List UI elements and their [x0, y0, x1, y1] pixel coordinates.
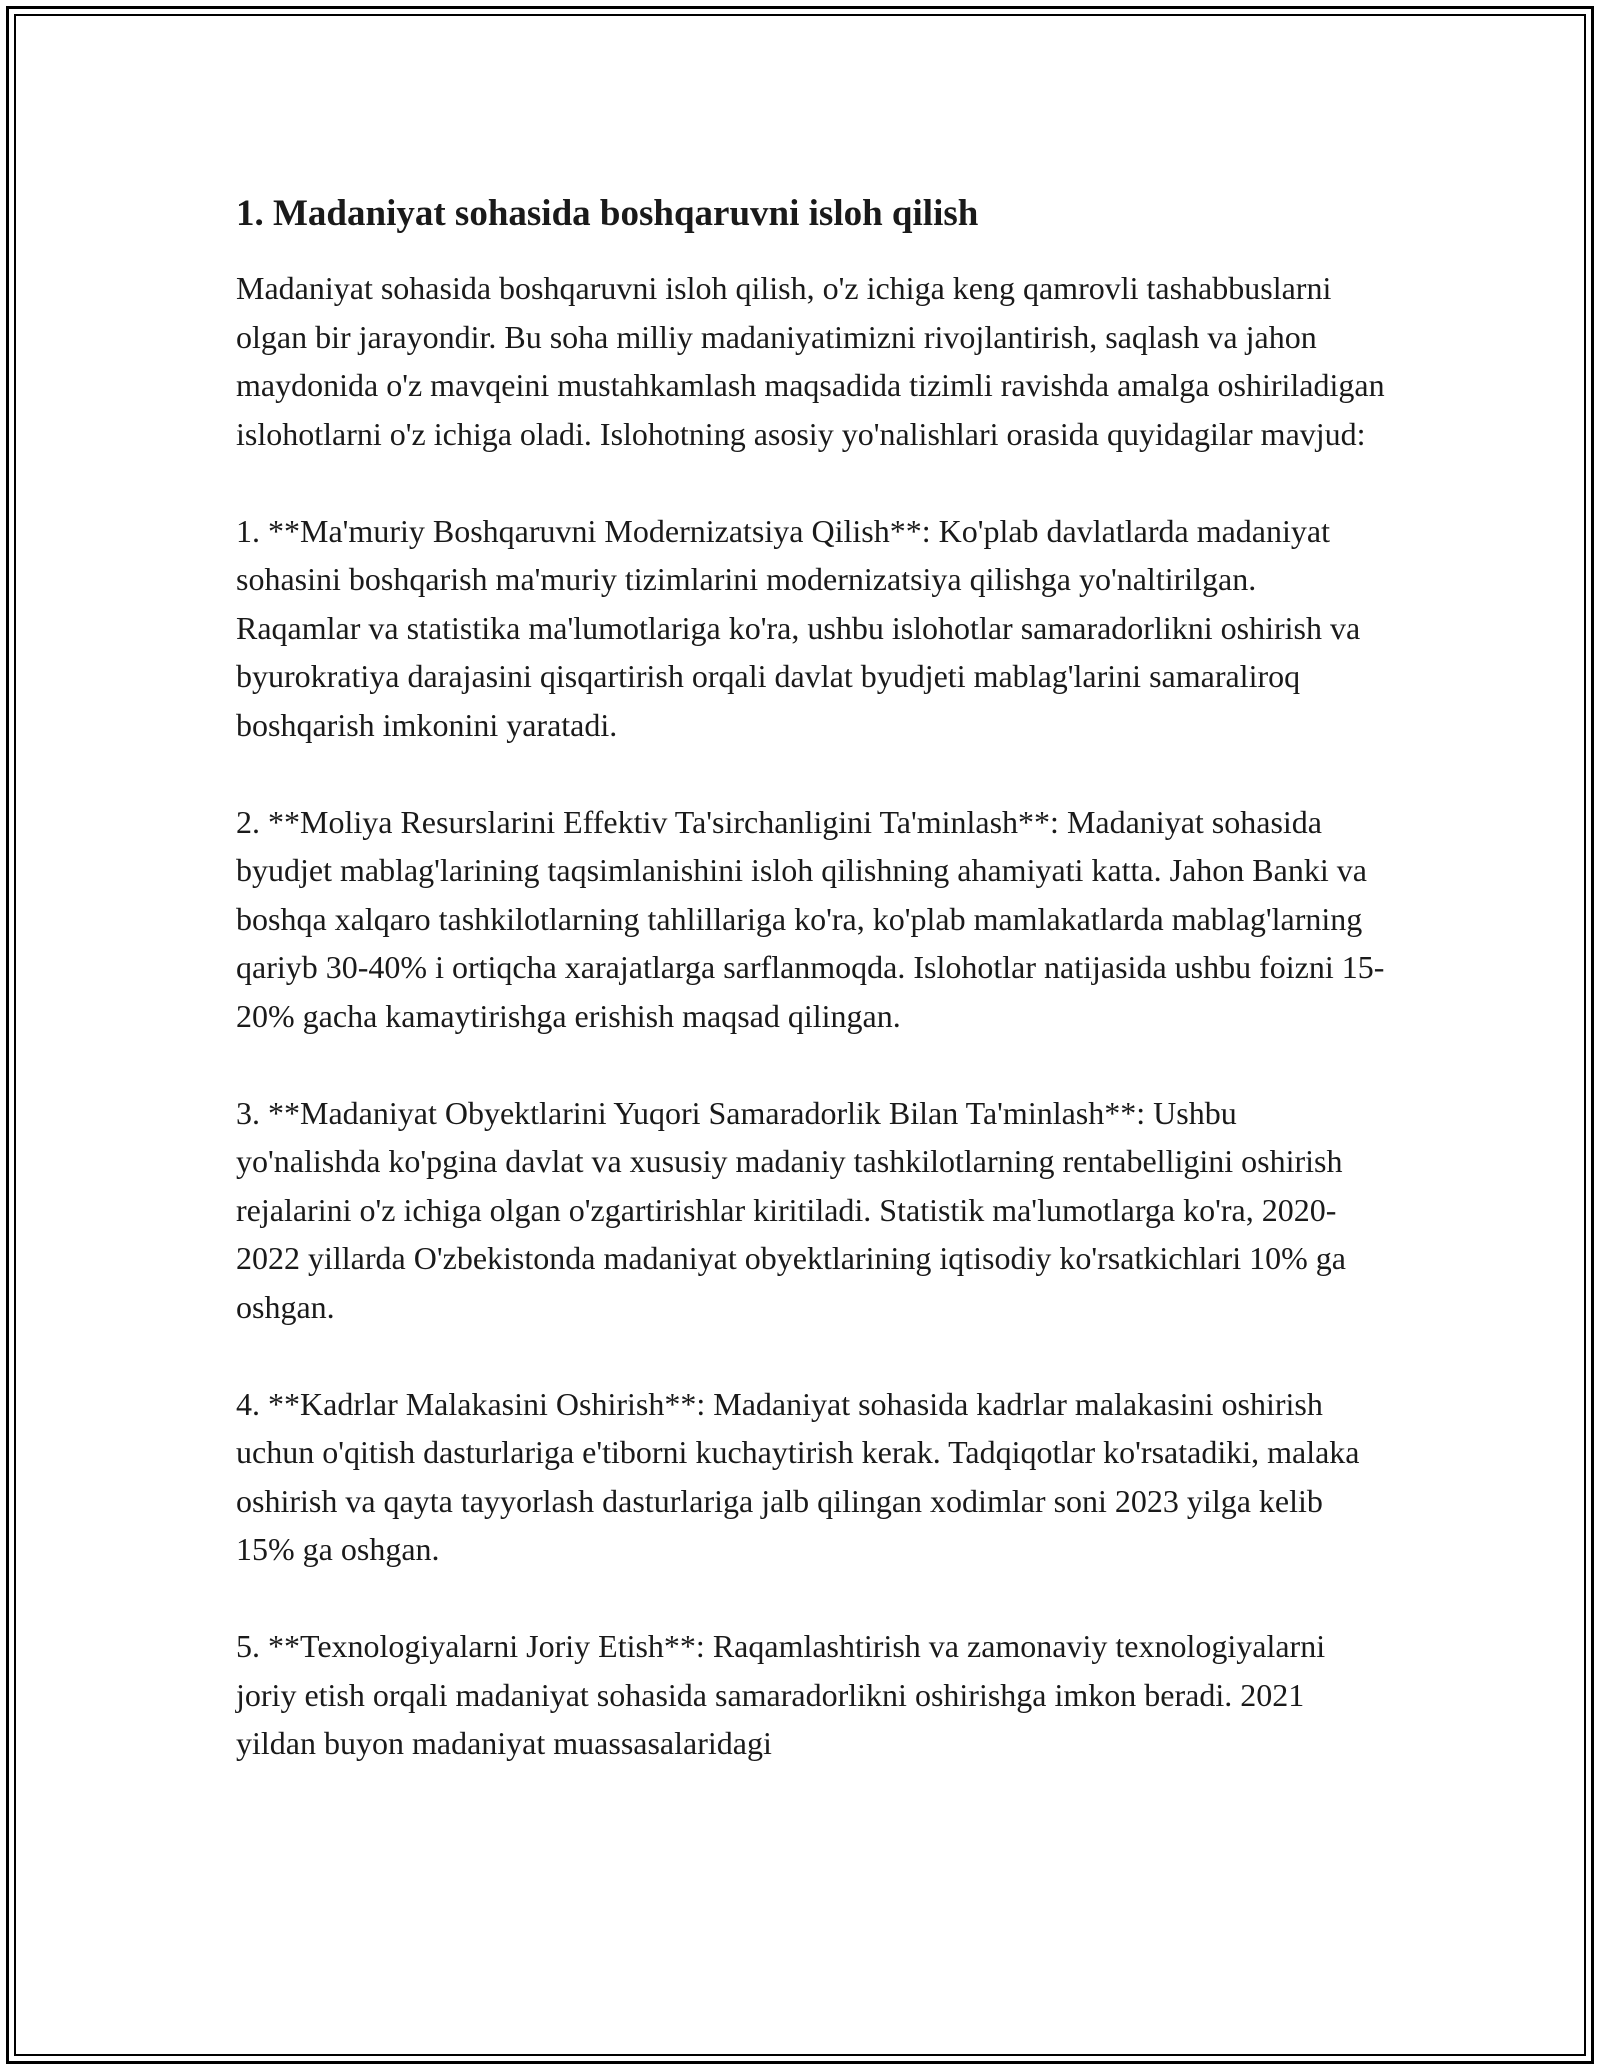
paragraph-intro: Madaniyat sohasida boshqaruvni isloh qilish, o'z ichiga keng qamrovli tashabbuslarni olgan bir jarayondir. Bu soha milliy madaniyatimizni rivojlantirish, saqlash va jahon maydonida o'z mavqeini mustahkamlash maqsadida tizimli ravishda amalga oshiriladigan islohotlarni o'z ichiga oladi. Islohotning asosiy yo'nalishlari orasida quyidagilar mavjud: [236, 270, 1385, 452]
page-title: 1. Madaniyat sohasida boshqaruvni isloh qilish [236, 193, 979, 234]
paragraph-item-2: 2. **Moliya Resurslarini Effektiv Ta'sirchanligini Ta'minlash**: Madaniyat sohasida byudjet mablag'larining taqsimlanishini isloh qilishning ahamiyati katta. Jahon Banki va boshqa xalqaro tashkilotlarning tahlillariga ko'ra, ko'plab mamlakatlarda mablag'larning qariyb 30-40% i ortiqcha xarajatlarga sarflanmoqda. Islohotlar natijasida ushbu foizni 15-20% gacha kamaytirishga erishish maqsad qilingan. [236, 803, 1385, 1034]
paragraph-item-3: 3. **Madaniyat Obyektlarini Yuqori Samaradorlik Bilan Ta'minlash**: Ushbu yo'nalishda ko'pgina davlat va xususiy madaniy tashkilotlarning rentabelligini oshirish rejalarini o'z ichiga olgan o'zgartirishlar kiritiladi. Statistik ma'lumotlarga ko'ra, 2020-2022 yillarda O'zbekistonda madaniyat obyektlarining iqtisodiy ko'rsatkichlari 10% ga oshgan. [236, 1094, 1346, 1325]
document-body [236, 190, 1386, 1768]
paragraph-item-5: 5. **Texnologiyalarni Joriy Etish**: Raqamlashtirish va zamonaviy texnologiyalarni joriy etish orqali madaniyat sohasida samaradorlikni oshirishga imkon beradi. 2021 yildan buyon madaniyat muassasalaridagi [236, 1628, 1326, 1761]
paragraph-item-4: 4. **Kadrlar Malakasini Oshirish**: Madaniyat sohasida kadrlar malakasini oshirish uchun o'qitish dasturlariga e'tiborni kuchaytirish kerak. Tadqiqotlar ko'rsatadiki, malaka oshirish va qayta tayyorlash dasturlariga jalb qilingan xodimlar soni 2023 yilga kelib 15% ga oshgan. [236, 1385, 1360, 1567]
paragraph-item-1: 1. **Ma'muriy Boshqaruvni Modernizatsiya Qilish**: Ko'plab davlatlarda madaniyat sohasini boshqarish ma'muriy tizimlarini modernizatsiya qilishga yo'naltirilgan. Raqamlar va statistika ma'lumotlariga ko'ra, ushbu islohotlar samaradorlikni oshirish va byurokratiya darajasini qisqartirish orqali davlat byudjeti mablag'larini samaraliroq boshqarish imkonini yaratadi. [236, 512, 1361, 743]
